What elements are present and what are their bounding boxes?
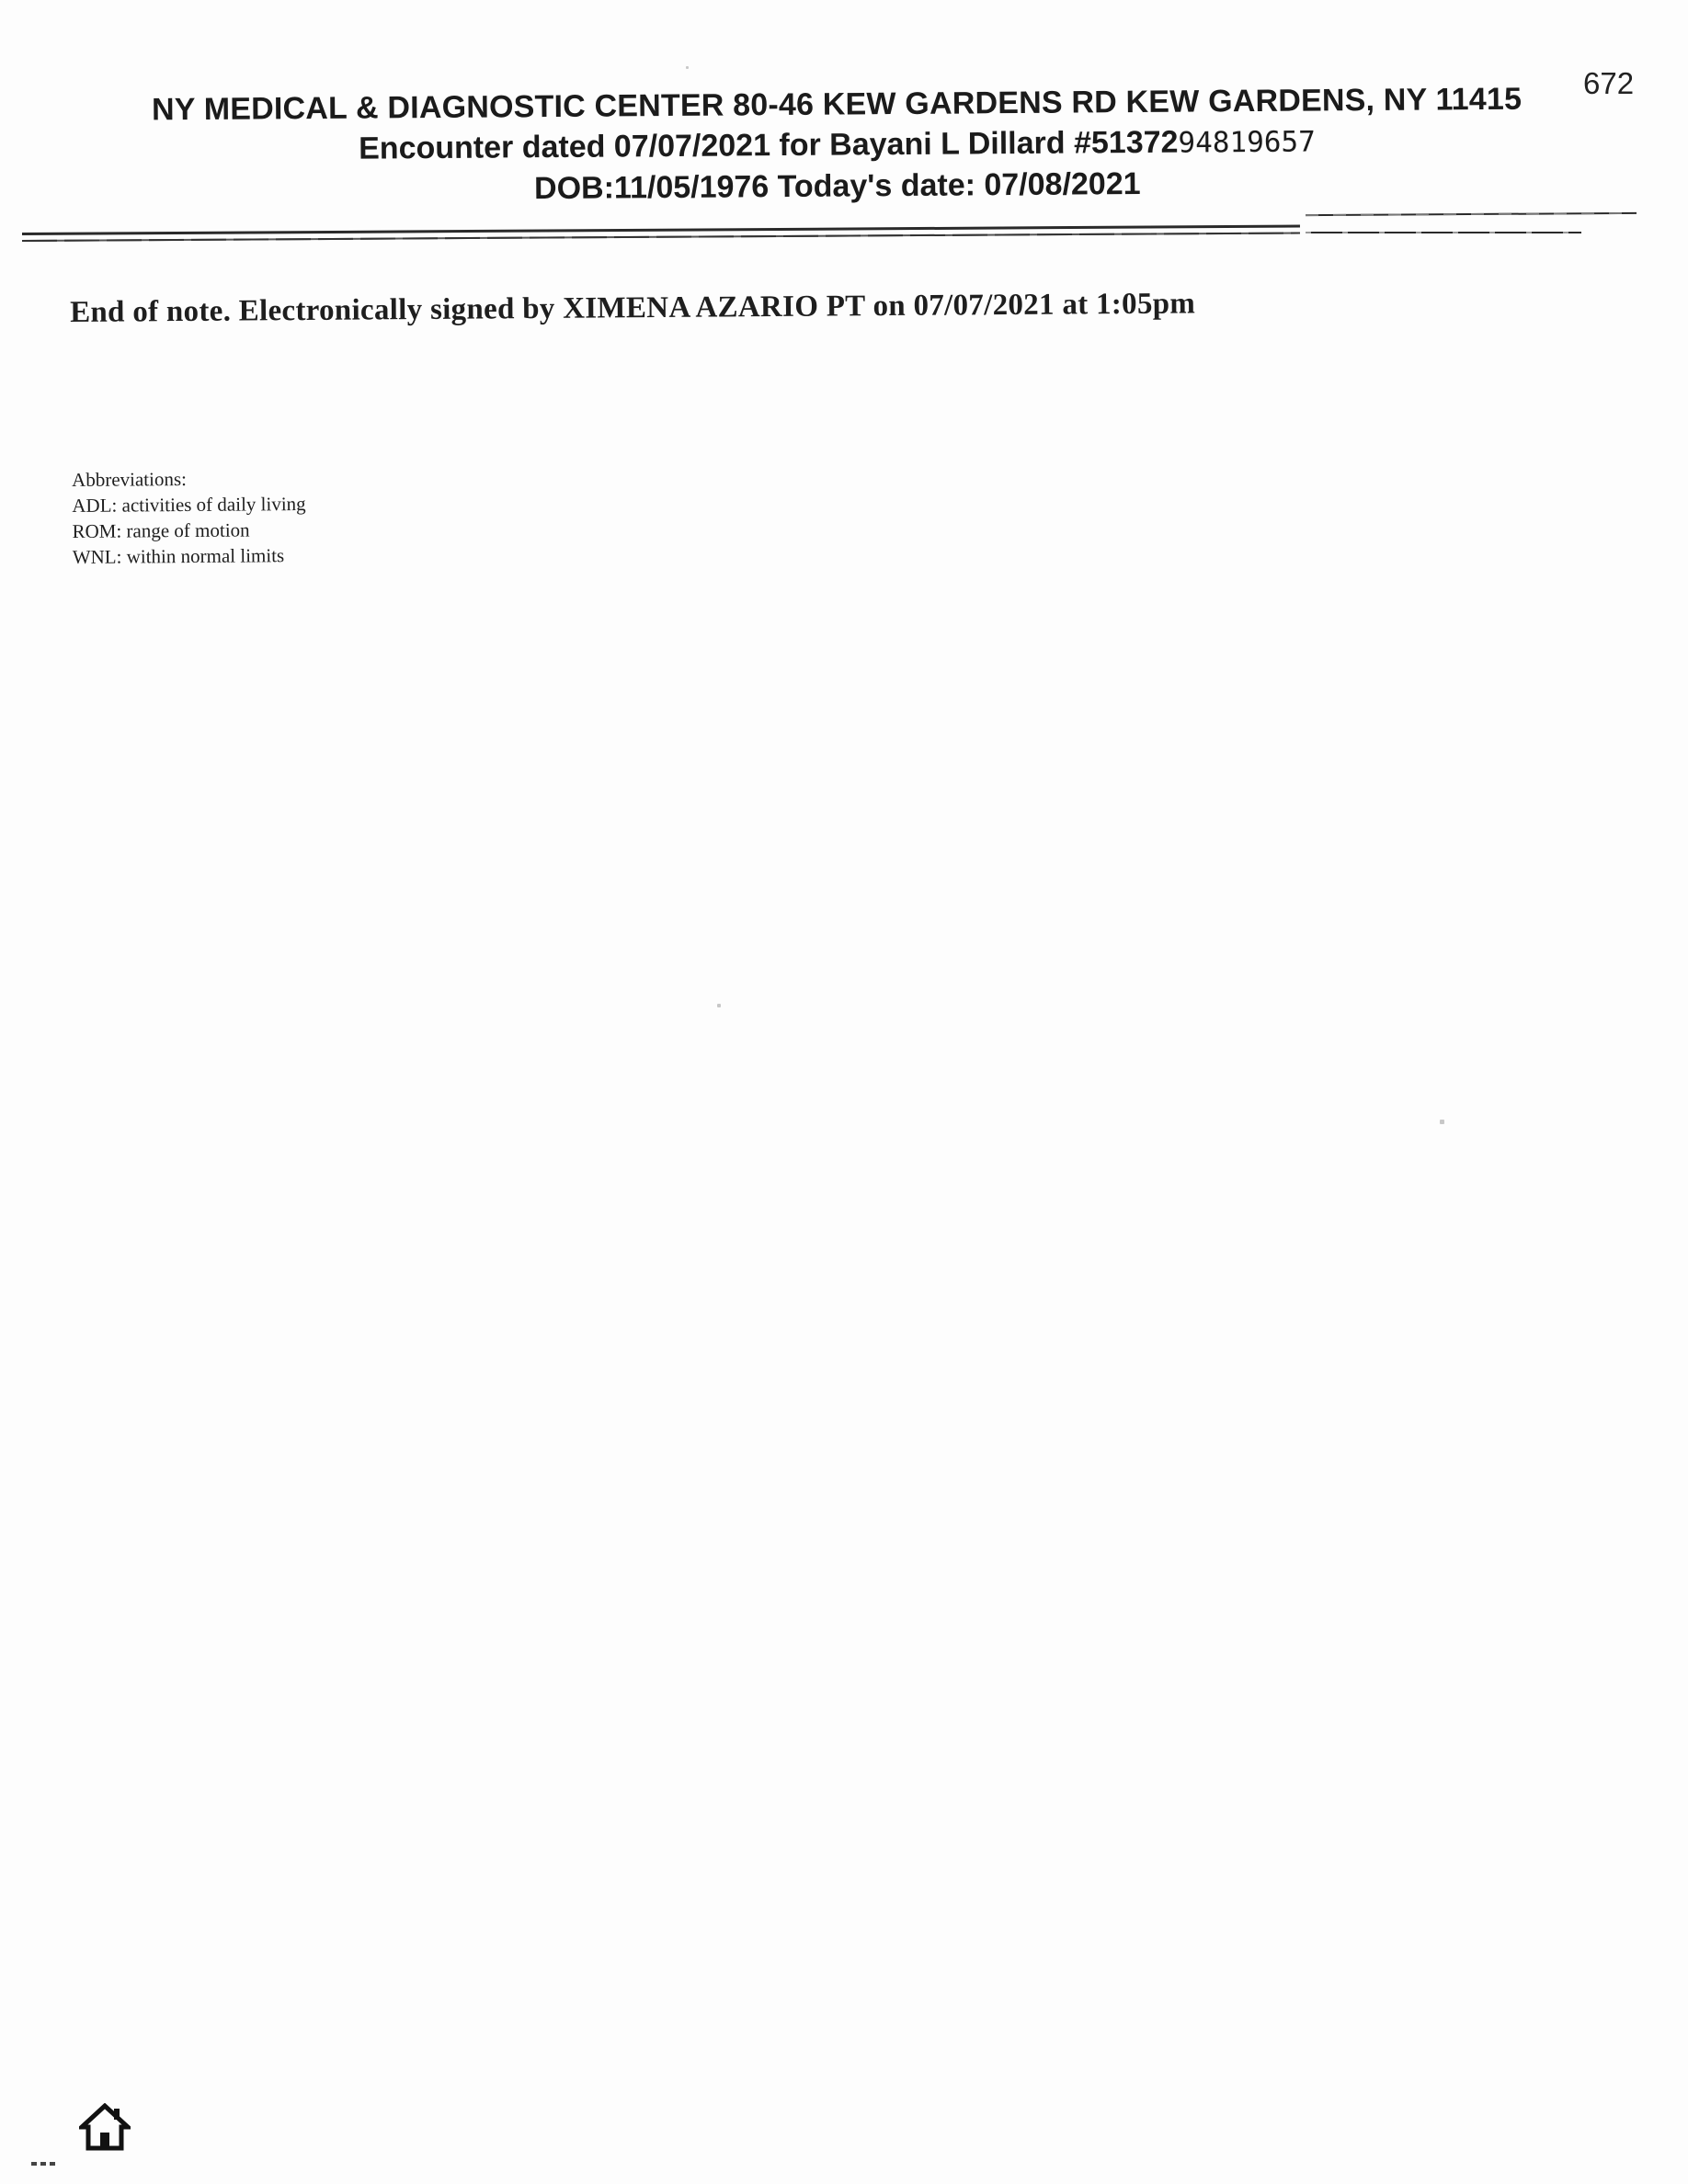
page-number: 672: [1583, 66, 1635, 100]
header-divider-fragment: [1306, 212, 1637, 216]
home-icon[interactable]: [79, 2103, 131, 2151]
abbreviation-item: ADL: activities of daily living: [72, 493, 306, 517]
scan-artifact-mark: [31, 2162, 59, 2166]
header-divider-fragment-2: [1306, 232, 1581, 233]
scan-speck: [717, 1004, 721, 1007]
clinic-name-address: NY MEDICAL & DIAGNOSTIC CENTER 80-46 KEW GARDENS RD KEW GARDENS, NY 11415: [151, 81, 1523, 128]
abbreviations-title: Abbreviations:: [72, 468, 188, 491]
electronic-signature: End of note. Electronically signed by XIMENA AZARIO PT on 07/07/2021 at 1:05pm: [70, 287, 1196, 329]
document-header: [83, 80, 1591, 212]
encounter-info: Encounter dated 07/07/2021 for Bayani L Dillard #51372: [359, 124, 1179, 166]
scan-speck: [686, 66, 689, 69]
abbreviation-item: ROM: range of motion: [72, 518, 250, 542]
dob-date-line: DOB:11/05/1976 Today's date: 07/08/2021: [533, 165, 1141, 207]
patient-id-suffix: 94819657: [1178, 125, 1316, 160]
scan-speck: [1440, 1120, 1444, 1124]
abbreviations-block: [72, 465, 306, 570]
abbreviation-item: WNL: within normal limits: [72, 544, 285, 568]
